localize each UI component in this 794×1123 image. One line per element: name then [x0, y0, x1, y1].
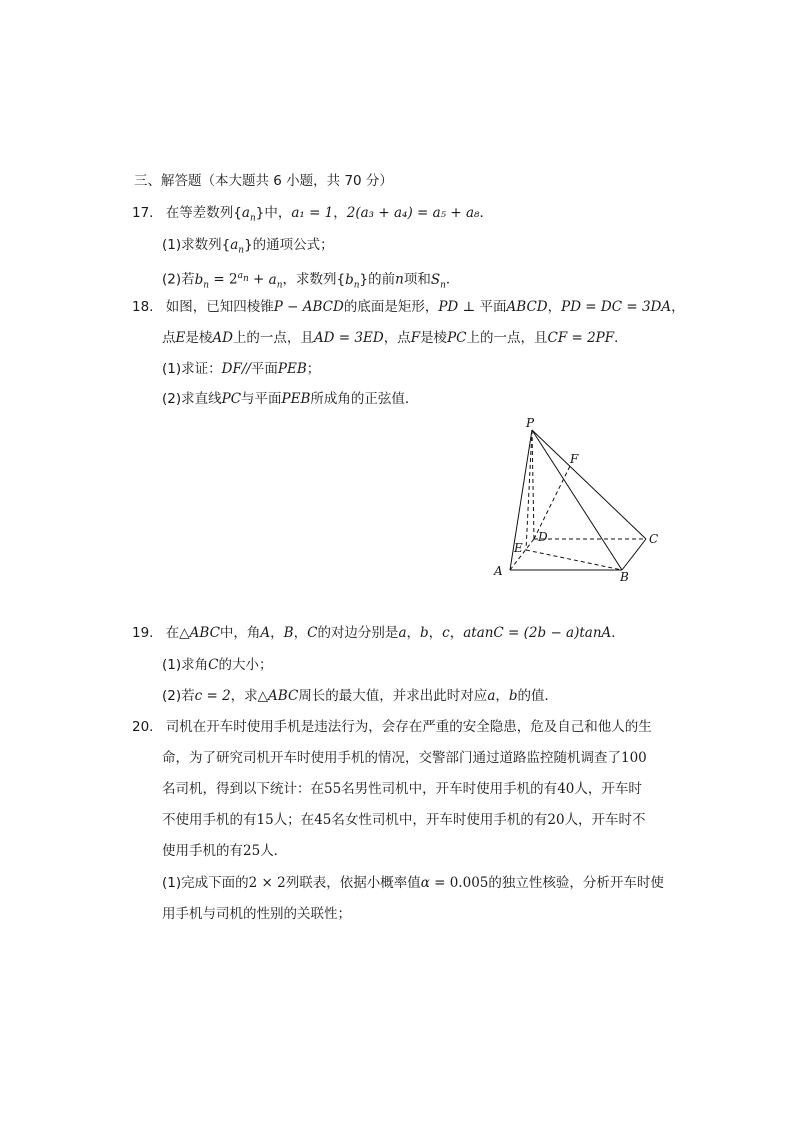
question-number: 20.: [132, 719, 154, 735]
edge-DF: [534, 466, 570, 539]
vertex-label-B: B: [620, 570, 629, 584]
edge-PD: [532, 430, 534, 539]
question-number: 17.: [132, 205, 154, 221]
question-19-part2: (2)若c = 2，求△ABC周长的最大值，并求出此时对应a，b的值．: [162, 688, 559, 704]
question-number: 19.: [132, 625, 154, 641]
question-18-part1: (1)求证：DF//平面PEB；: [162, 361, 321, 377]
question-17-part1: (1)求数列$\{a_n\}$的通项公式；: [162, 237, 334, 256]
formula-equation: 2(a₃ + a₄) = a₅ + a₈: [346, 205, 480, 221]
question-18-line1: 18. 如图，已知四棱锥P − ABCD的底面是矩形，PD ⊥ 平面ABCD，PD = DC = 3DA，: [132, 299, 685, 315]
question-20-line1: 20. 司机在开车时使用手机是违法行为，会存在严重的安全隐患，危及自己和他人的生: [132, 719, 652, 735]
edge-PB: [532, 430, 622, 570]
pyramid-figure: [488, 414, 664, 586]
edge-EB: [526, 550, 622, 570]
question-20-line3: 名司机，得到以下统计：在55名男性司机中，开车时使用手机的有40人，开车时: [162, 781, 642, 797]
question-19-part1: (1)求角C的大小；: [162, 657, 273, 673]
question-20-line5: 使用手机的有25人．: [162, 843, 288, 859]
question-19-line1: 19. 在△ABC中，角A，B，C的对边分别是a，b，c，atanC = (2b − a)tanA．: [132, 625, 625, 641]
vertex-label-E: E: [514, 541, 523, 555]
vertex-label-A: A: [494, 564, 503, 578]
question-18-line2: 点E是棱AD上的一点，且AD = 3ED，点F是棱PC上的一点，且CF = 2PF．: [162, 330, 628, 346]
formula-a1: a₁ = 1: [291, 205, 334, 221]
question-20-line4: 不使用手机的有15人；在45名女性司机中，开车时使用手机的有20人，开车时不: [162, 812, 646, 828]
question-number: 18.: [132, 299, 154, 315]
edge-BC: [622, 539, 646, 570]
question-18-part2: (2)求直线PC与平面PEB所成角的正弦值．: [162, 391, 419, 407]
vertex-label-C: C: [649, 532, 659, 546]
pyramid-diagram: [488, 414, 664, 586]
question-17-stem: 17. 在等差数列$\{a_n\}$中，a₁ = 1，2(a₃ + a₄) = a₅ + a₈．: [132, 205, 493, 224]
question-20-part1-line2: 用手机与司机的性别的关联性；: [162, 906, 351, 922]
vertex-label-P: P: [526, 416, 535, 430]
edge-PC: [532, 430, 646, 539]
vertex-label-D: D: [538, 530, 548, 544]
question-17-part2: (2)若$b_n = 2^{a_n} + a_n$，求数列$\{b_n\}$的前n项和$S_n$．: [162, 271, 460, 291]
question-20-line2: 命，为了研究司机开车时使用手机的情况，交警部门通过道路监控随机调查了100: [162, 750, 647, 766]
section-title: 三、解答题（本大题共 6 小题，共 70 分）: [134, 173, 393, 189]
question-20-part1-line1: (1)完成下面的2 × 2列联表，依据小概率值α = 0.005的独立性核验，分析开车时使: [162, 875, 664, 891]
vertex-label-F: F: [570, 452, 579, 466]
